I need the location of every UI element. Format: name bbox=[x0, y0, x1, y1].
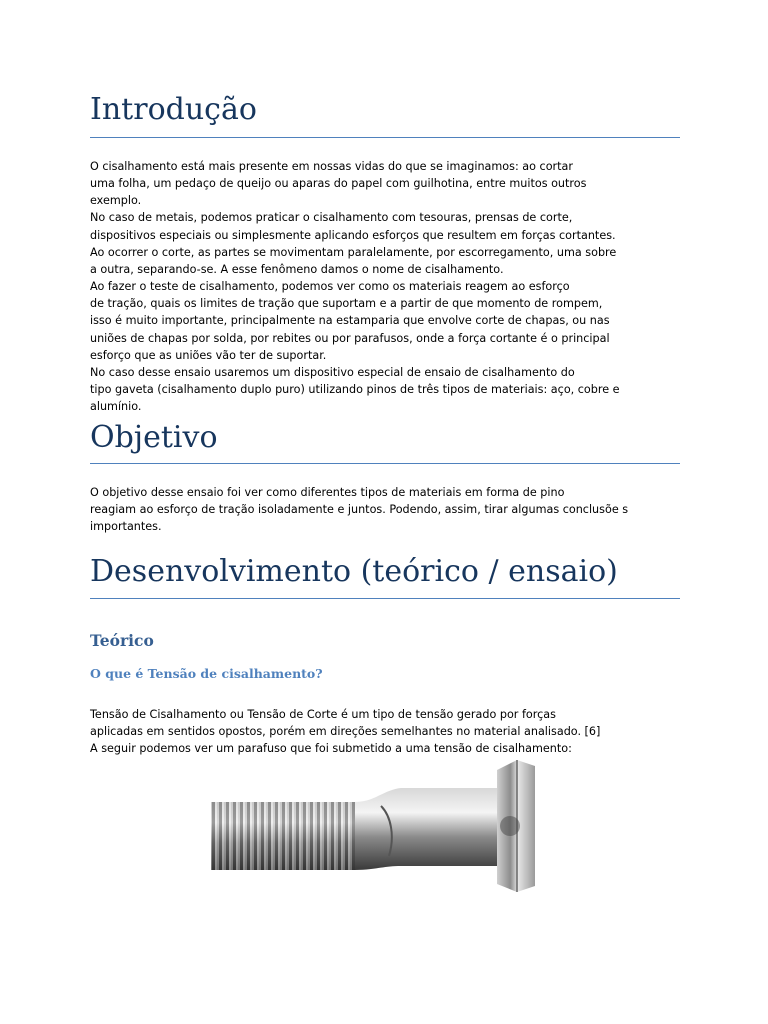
text-line: Ao ocorrer o corte, as partes se movimentam paralelamente, por escorregamento, uma sobre bbox=[90, 245, 617, 259]
heading-introducao: Introdução bbox=[90, 92, 257, 127]
text-line: No caso de metais, podemos praticar o cisalhamento com tesouras, prensas de corte, bbox=[90, 211, 573, 225]
text-line: alumínio. bbox=[90, 400, 142, 414]
text-line: esforço que as uniões vão ter de suportar. bbox=[90, 348, 327, 362]
heading-objetivo: Objetivo bbox=[90, 420, 218, 455]
text-line: reagiam ao esforço de tração isoladamente e juntos. Podendo, assim, tirar algumas conclusõe s bbox=[90, 503, 629, 517]
sheared-bolt-photo-icon bbox=[205, 756, 535, 896]
sheared-bolt-figure bbox=[205, 756, 535, 896]
heading-underline bbox=[90, 463, 680, 464]
text-line: A seguir podemos ver um parafuso que foi submetido a uma tensão de cisalhamento: bbox=[90, 742, 572, 756]
text-line: uma folha, um pedaço de queijo ou aparas do papel com guilhotina, entre muitos outros bbox=[90, 177, 587, 191]
intro-paragraph bbox=[90, 158, 650, 415]
text-line: uniões de chapas por solda, por rebites ou por parafusos, onde a força cortante é o principal bbox=[90, 331, 610, 345]
text-line: importantes. bbox=[90, 520, 162, 534]
text-line: de tração, quais os limites de tração que suportam e a partir de que momento de rompem, bbox=[90, 297, 603, 311]
text-line: isso é muito importante, principalmente na estamparia que envolve corte de chapas, ou nas bbox=[90, 314, 610, 328]
text-line: Ao fazer o teste de cisalhamento, podemos ver como os materiais reagem ao esforço bbox=[90, 280, 570, 294]
text-line: exemplo. bbox=[90, 194, 142, 208]
text-line: O objetivo desse ensaio foi ver como diferentes tipos de materiais em forma de pino bbox=[90, 486, 565, 499]
text-line: dispositivos especiais ou simplesmente aplicando esforços que resultem em forças cortantes. bbox=[90, 228, 616, 242]
objective-paragraph bbox=[90, 484, 650, 535]
subheading-teorico: Teórico bbox=[90, 631, 154, 650]
development-paragraph bbox=[90, 706, 650, 757]
text-line: O cisalhamento está mais presente em nossas vidas do que se imaginamos: ao cortar bbox=[90, 160, 573, 173]
text-line: a outra, separando-se. A esse fenômeno damos o nome de cisalhamento. bbox=[90, 262, 504, 276]
heading-desenvolvimento: Desenvolvimento (teórico / ensaio) bbox=[90, 554, 618, 589]
subheading-question: O que é Tensão de cisalhamento? bbox=[90, 666, 323, 681]
text-line: No caso desse ensaio usaremos um dispositivo especial de ensaio de cisalhamento do bbox=[90, 365, 575, 379]
text-line: Tensão de Cisalhamento ou Tensão de Corte é um tipo de tensão gerado por forças bbox=[90, 708, 556, 721]
heading-underline bbox=[90, 598, 680, 599]
text-line: tipo gaveta (cisalhamento duplo puro) utilizando pinos de três tipos de materiais: aço, cobre e bbox=[90, 383, 620, 397]
text-line: aplicadas em sentidos opostos, porém em direções semelhantes no material analisado. [6] bbox=[90, 725, 601, 739]
heading-underline bbox=[90, 137, 680, 138]
